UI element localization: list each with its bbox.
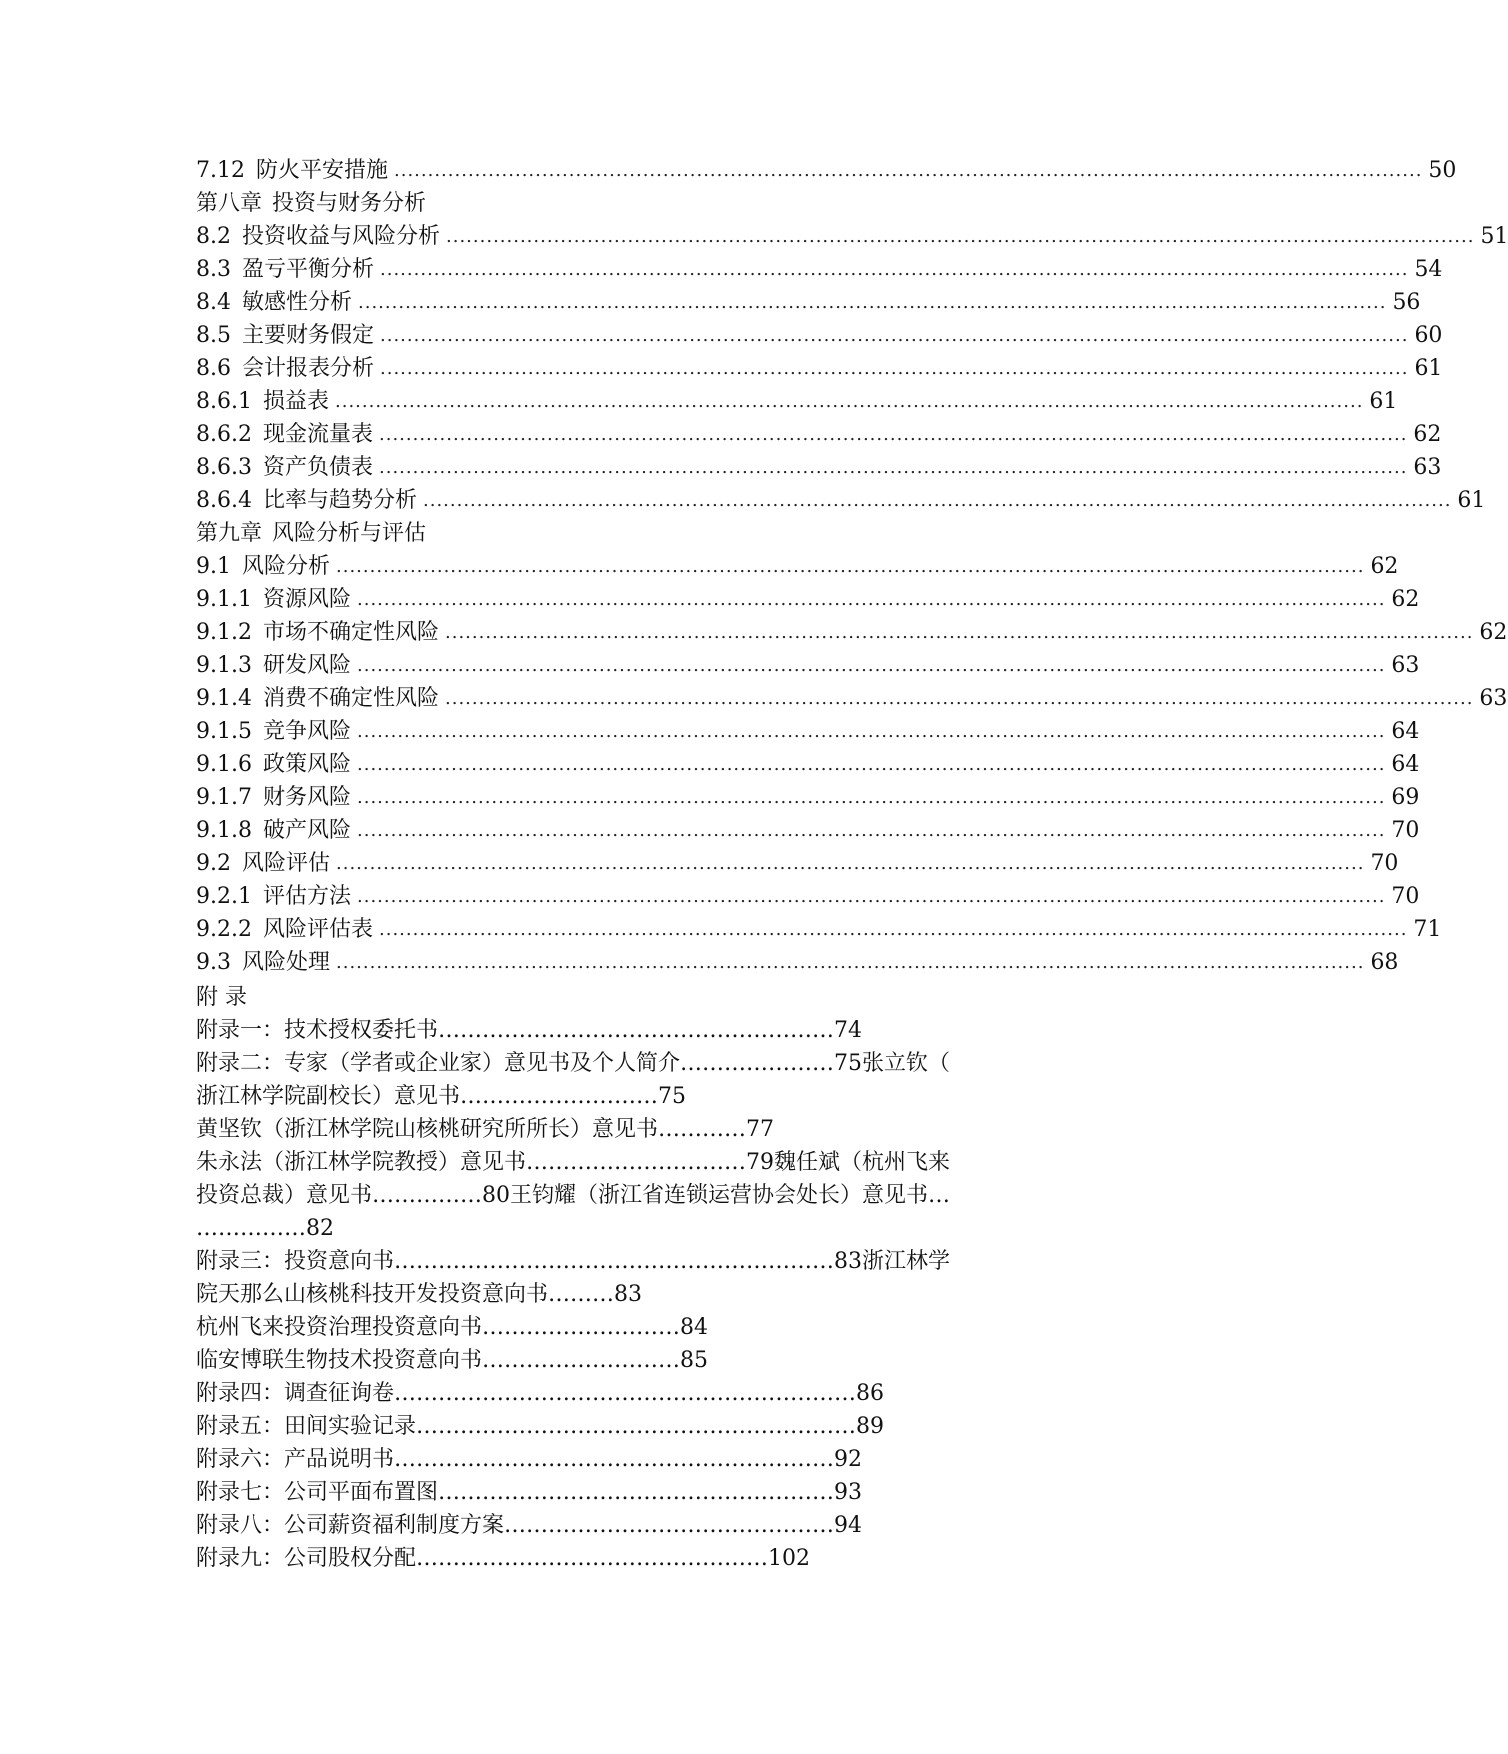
appendix-line[interactable]: 朱永法（浙江林学院教授）意见书…………………………79魏任斌（杭州飞来 [196, 1150, 950, 1175]
appendix-heading: 附 录 [196, 985, 247, 1010]
toc-leader-dots: ......................................................................................................................................................... [357, 886, 1386, 907]
toc-number: 8.6.4 [196, 488, 252, 513]
toc-page-number: 61 [1369, 389, 1398, 414]
toc-entry[interactable] [196, 317, 1443, 350]
toc-leader-dots: ......................................................................................................................................................... [357, 820, 1386, 841]
toc-entry[interactable] [196, 878, 1420, 911]
toc-title: 主要财务假定 [242, 323, 375, 348]
toc-number: 9.1.4 [196, 686, 252, 711]
toc-title: 市场不确定性风险 [262, 620, 439, 645]
toc-entry[interactable] [196, 416, 1442, 449]
toc-number: 第九章 [196, 521, 263, 546]
appendix-line[interactable]: 附录九：公司股权分配…………………………………………102 [196, 1546, 810, 1571]
toc-page-number: 70 [1370, 851, 1399, 876]
toc-leader-dots: ......................................................................................................................................................... [357, 754, 1386, 775]
toc-title: 风险处理 [242, 950, 331, 975]
toc-leader-dots: ......................................................................................................................................................... [379, 919, 1408, 940]
toc-leader-dots: ......................................................................................................................................................... [357, 787, 1386, 808]
toc-page-number: 51 [1480, 224, 1508, 249]
appendix-line[interactable]: 附录七：公司平面布置图………………………………………………93 [196, 1480, 862, 1505]
appendix-line[interactable]: 附录一：技术授权委托书………………………………………………74 [196, 1018, 862, 1043]
toc-chapter-heading[interactable] [196, 185, 944, 218]
toc-entry[interactable] [196, 383, 1398, 416]
toc-number: 9.1.7 [196, 785, 252, 810]
toc-entry[interactable] [196, 944, 1399, 977]
toc-title: 研发风险 [262, 653, 351, 678]
toc-title: 风险评估表 [262, 917, 373, 942]
toc-title: 消费不确定性风险 [262, 686, 439, 711]
toc-entry[interactable] [196, 779, 1420, 812]
toc-number: 9.1.3 [196, 653, 252, 678]
toc-title: 盈亏平衡分析 [242, 257, 375, 282]
appendix-line[interactable]: 附录六：产品说明书……………………………………………………92 [196, 1447, 862, 1472]
toc-leader-dots: ......................................................................................................................................................... [446, 226, 1475, 247]
toc-page-number: 68 [1370, 950, 1399, 975]
appendix-line[interactable]: ……………82 [196, 1216, 334, 1241]
toc-number: 9.1 [196, 554, 231, 579]
toc-title: 敏感性分析 [242, 290, 353, 315]
toc-number: 8.6.3 [196, 455, 252, 480]
appendix-line[interactable]: 杭州飞来投资治理投资意向书………………………84 [196, 1315, 708, 1340]
toc-title: 财务风险 [262, 785, 351, 810]
toc-leader-dots: ......................................................................................................................................................... [445, 622, 1474, 643]
toc-leader-dots: ......................................................................................................................................................... [380, 325, 1409, 346]
toc-page-number: 63 [1479, 686, 1508, 711]
toc-title: 风险分析 [242, 554, 331, 579]
toc-entry[interactable] [196, 911, 1442, 944]
toc-page-number: 61 [1414, 356, 1443, 381]
toc-chapter-heading[interactable] [196, 515, 944, 548]
toc-title: 评估方法 [262, 884, 351, 909]
toc-page-number: 62 [1370, 554, 1399, 579]
toc-leader-dots: ......................................................................................................................................................... [379, 457, 1408, 478]
toc-number: 9.2.2 [196, 917, 252, 942]
toc-title: 竞争风险 [262, 719, 351, 744]
toc-leader-dots: ......................................................................................................................................................... [335, 391, 1364, 412]
toc-number: 9.1.2 [196, 620, 252, 645]
toc-number: 第八章 [196, 191, 263, 216]
toc-entry[interactable] [196, 251, 1443, 284]
appendix-line[interactable]: 附录三：投资意向书……………………………………………………83浙江林学 [196, 1249, 950, 1274]
toc-title: 现金流量表 [262, 422, 373, 447]
toc-page-number: 62 [1413, 422, 1442, 447]
toc-entry[interactable] [196, 449, 1442, 482]
toc-entry[interactable] [196, 680, 1508, 713]
toc-title: 政策风险 [262, 752, 351, 777]
toc-page-number: 62 [1479, 620, 1508, 645]
toc-page-number: 56 [1392, 290, 1421, 315]
appendix-line[interactable]: 附录五：田间实验记录……………………………………………………89 [196, 1414, 884, 1439]
toc-number: 8.5 [196, 323, 231, 348]
toc-title: 损益表 [262, 389, 329, 414]
toc-number: 9.1.6 [196, 752, 252, 777]
toc-page-number: 61 [1457, 488, 1486, 513]
toc-title: 比率与趋势分析 [262, 488, 417, 513]
toc-number: 8.6 [196, 356, 231, 381]
toc-page-number: 50 [1428, 158, 1457, 183]
toc-number: 8.6.2 [196, 422, 252, 447]
appendix-line[interactable]: 附录四：调查征询卷………………………………………………………86 [196, 1381, 884, 1406]
toc-leader-dots: ......................................................................................................................................................... [358, 292, 1387, 313]
appendix-line[interactable]: 附录二：专家（学者或企业家）意见书及个人简介…………………75张立钦（ [196, 1051, 950, 1076]
toc-page-number: 71 [1413, 917, 1442, 942]
toc-number: 9.3 [196, 950, 231, 975]
toc-title: 防火平安措施 [255, 158, 388, 183]
appendix-line[interactable]: 投资总裁）意见书……………80王钧耀（浙江省连锁运营协会处长）意见书… [196, 1183, 950, 1208]
toc-entry[interactable] [196, 713, 1420, 746]
toc-title: 投资收益与风险分析 [242, 224, 441, 249]
toc-entry[interactable] [196, 482, 1486, 515]
toc-title: 风险评估 [242, 851, 331, 876]
toc-page-number: 63 [1413, 455, 1442, 480]
toc-number: 9.2 [196, 851, 231, 876]
toc-leader-dots: ......................................................................................................................................................... [380, 259, 1409, 280]
toc-leader-dots: ......................................................................................................................................................... [423, 490, 1452, 511]
toc-title: 风险分析与评估 [272, 521, 427, 546]
toc-entry[interactable] [196, 350, 1443, 383]
toc-entry[interactable] [196, 548, 1399, 581]
toc-leader-dots: ......................................................................................................................................................... [336, 556, 1365, 577]
toc-number: 9.1.5 [196, 719, 252, 744]
toc-leader-dots: ......................................................................................................................................................... [394, 160, 1423, 181]
toc-page-number: 64 [1391, 752, 1420, 777]
toc-entry[interactable] [196, 218, 1508, 251]
toc-page-number: 70 [1391, 818, 1420, 843]
toc-number: 9.1.1 [196, 587, 252, 612]
toc-title: 破产风险 [262, 818, 351, 843]
appendix-line[interactable]: 浙江林学院副校长）意见书………………………75 [196, 1084, 686, 1109]
toc-page-number: 63 [1391, 653, 1420, 678]
appendix-line[interactable]: 附录八：公司薪资福利制度方案………………………………………94 [196, 1513, 862, 1538]
toc-leader-dots: ......................................................................................................................................................... [336, 853, 1365, 874]
toc-number: 8.3 [196, 257, 231, 282]
toc-entry[interactable] [196, 284, 1421, 317]
toc-number: 9.1.8 [196, 818, 252, 843]
toc-leader-dots: ......................................................................................................................................................... [445, 688, 1474, 709]
toc-leader-dots: ......................................................................................................................................................... [336, 952, 1365, 973]
toc-title: 会计报表分析 [242, 356, 375, 381]
toc-page-number: 54 [1414, 257, 1443, 282]
toc-entry[interactable] [196, 581, 1420, 614]
toc-number: 8.2 [196, 224, 231, 249]
toc-title: 投资与财务分析 [272, 191, 427, 216]
toc-leader-dots: ......................................................................................................................................................... [357, 655, 1386, 676]
toc-number: 8.4 [196, 290, 231, 315]
toc-page-number: 70 [1391, 884, 1420, 909]
toc-page-number: 60 [1414, 323, 1443, 348]
toc-leader-dots: ......................................................................................................................................................... [357, 721, 1386, 742]
toc-entry[interactable] [196, 614, 1508, 647]
toc-number: 7.12 [196, 158, 245, 183]
toc-title: 资产负债表 [262, 455, 373, 480]
toc-page-number: 69 [1391, 785, 1420, 810]
appendix-line[interactable]: 临安博联生物技术投资意向书………………………85 [196, 1348, 708, 1373]
toc-number: 8.6.1 [196, 389, 252, 414]
toc-title: 资源风险 [262, 587, 351, 612]
toc-entry[interactable] [196, 647, 1420, 680]
appendix-line[interactable]: 院天那么山核桃科技开发投资意向书………83 [196, 1282, 642, 1307]
appendix-line[interactable]: 黄坚钦（浙江林学院山核桃研究所所长）意见书…………77 [196, 1117, 774, 1142]
toc-entry[interactable] [196, 152, 1457, 185]
toc-entry[interactable] [196, 845, 1399, 878]
toc-leader-dots: ......................................................................................................................................................... [357, 589, 1386, 610]
toc-page-number: 62 [1391, 587, 1420, 612]
toc-entry[interactable] [196, 812, 1420, 845]
toc-entry[interactable] [196, 746, 1420, 779]
toc-number: 9.2.1 [196, 884, 252, 909]
toc-leader-dots: ......................................................................................................................................................... [379, 424, 1408, 445]
toc-leader-dots: ......................................................................................................................................................... [380, 358, 1409, 379]
toc-page-number: 64 [1391, 719, 1420, 744]
